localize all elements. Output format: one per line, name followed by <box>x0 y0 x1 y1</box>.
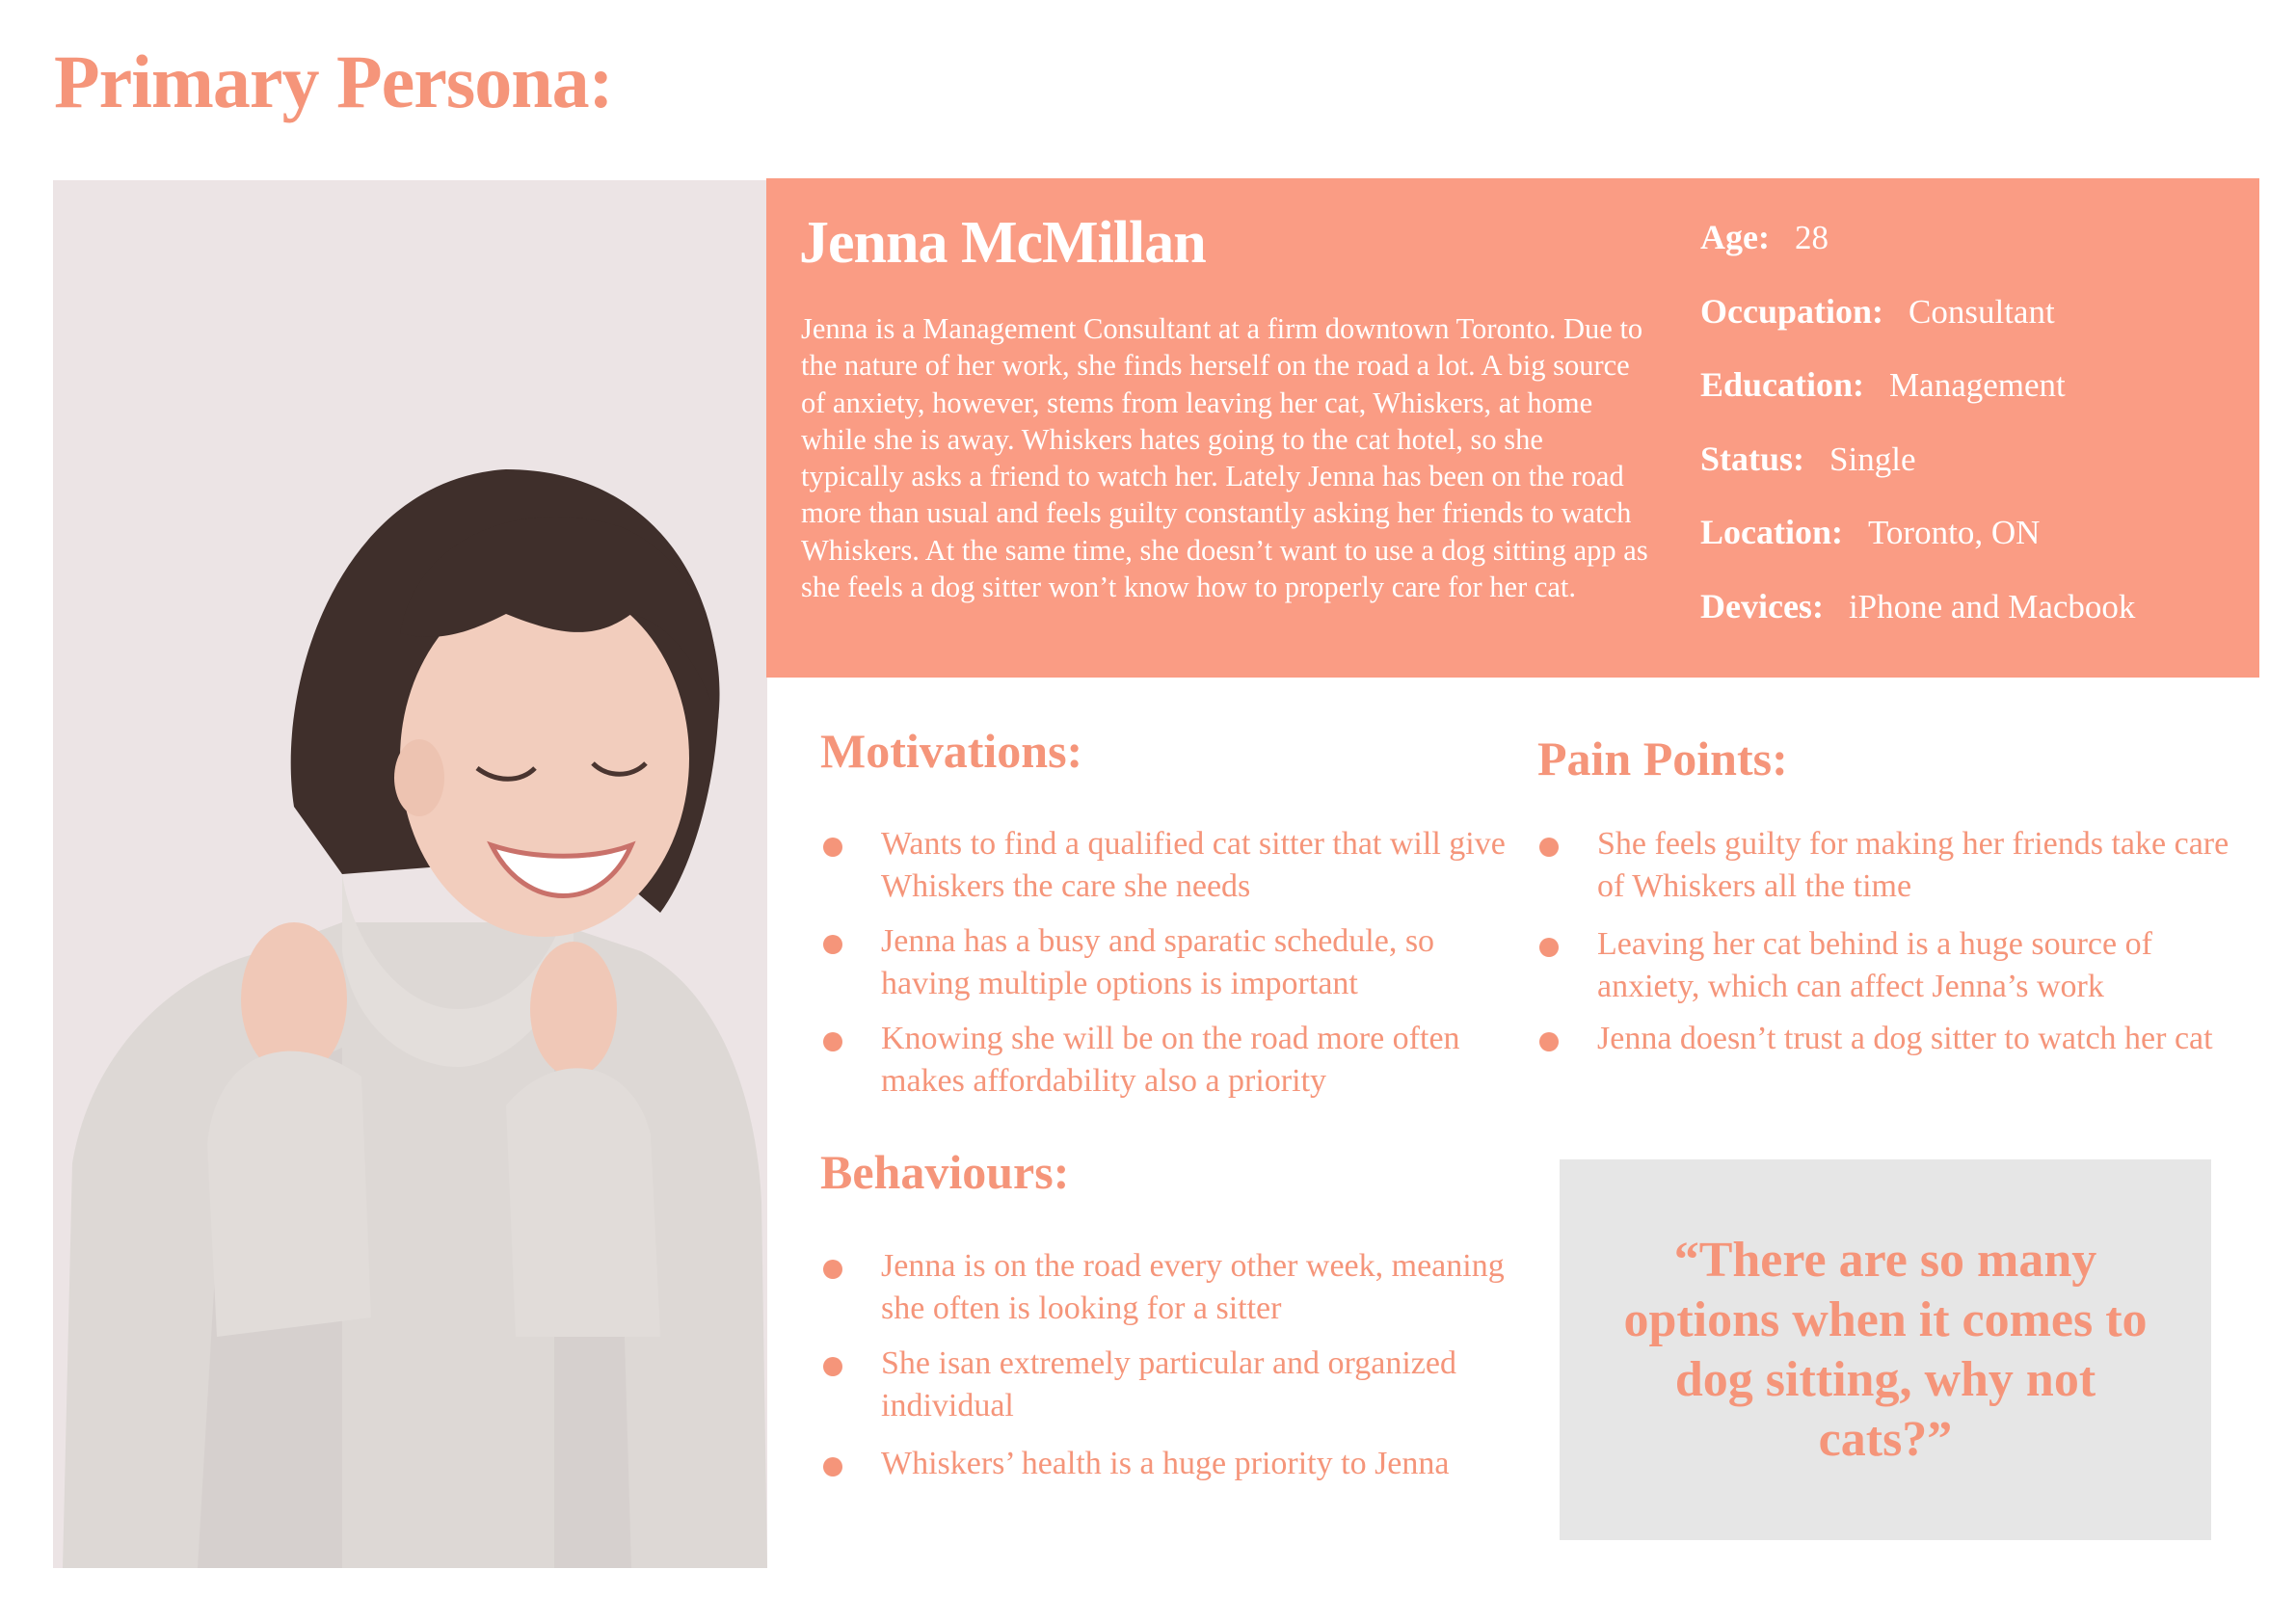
list-item-text: Wants to find a qualified cat sitter that will give Whiskers the care she needs <box>881 826 1506 904</box>
fact-label: Age: <box>1700 218 1770 256</box>
bullet-icon <box>1539 838 1559 857</box>
list-item <box>823 1443 1517 1485</box>
list-item <box>823 823 1517 908</box>
persona-photo-illustration <box>53 180 767 1568</box>
fact-value: iPhone and Macbook <box>1848 587 2136 625</box>
fact-value: Management <box>1889 366 2066 404</box>
list-item-text: Knowing she will be on the road more often makes affordability also a priority <box>881 1021 1460 1099</box>
fact-value: Single <box>1829 439 1916 478</box>
fact-value: Consultant <box>1909 292 2055 331</box>
bullet-icon <box>1539 1032 1559 1051</box>
list-item <box>1539 923 2233 1008</box>
fact-occupation <box>1700 291 2250 365</box>
fact-status <box>1700 439 2250 513</box>
motivations-heading: Motivations: <box>820 724 1083 778</box>
list-item <box>823 1245 1517 1330</box>
bullet-icon <box>1539 938 1559 957</box>
list-item-text: Leaving her cat behind is a huge source of anxiety, which can affect Jenna’s work <box>1597 926 2152 1004</box>
fact-location <box>1700 512 2250 586</box>
list-item-text: Jenna doesn’t trust a dog sitter to watch her cat <box>1597 1021 2213 1056</box>
page-title: Primary Persona: <box>54 40 613 123</box>
list-item <box>1539 823 2233 908</box>
fact-education <box>1700 364 2250 439</box>
quote-box <box>1560 1159 2211 1540</box>
persona-facts <box>1700 217 2250 659</box>
bullet-icon <box>823 1260 842 1279</box>
list-item-text: Jenna is on the road every other week, meaning she often is looking for a sitter <box>881 1248 1505 1326</box>
persona-photo <box>53 180 767 1568</box>
list-item <box>823 1018 1517 1103</box>
behaviours-heading: Behaviours: <box>820 1145 1070 1199</box>
list-item-text: She isan extremely particular and organized individual <box>881 1345 1456 1423</box>
pain-points-heading: Pain Points: <box>1537 732 1788 785</box>
fact-label: Status: <box>1700 439 1805 478</box>
bullet-icon <box>823 838 842 857</box>
list-item <box>1539 1018 2233 1060</box>
fact-label: Devices: <box>1700 586 1824 625</box>
fact-value: Toronto, ON <box>1868 514 2041 551</box>
behaviours-list <box>823 1245 1517 1485</box>
list-item-text: Whiskers’ health is a huge priority to Jenna <box>881 1446 1450 1481</box>
bullet-icon <box>823 1032 842 1051</box>
quote-text: “There are so many options when it comes to dog sitting, why not cats?” <box>1623 1232 2148 1467</box>
fact-label: Location: <box>1700 513 1843 551</box>
motivations-list <box>823 823 1517 1103</box>
list-item-text: She feels guilty for making her friends take care of Whiskers all the time <box>1597 826 2229 904</box>
persona-bio: Jenna is a Management Consultant at a firm downtown Toronto. Due to the nature of her work, she finds herself on the road a lot. A big source of anxiety, however, stems from leaving her cat, Whiskers, at home while she is away. Whiskers hates going to the cat hotel, so she typically asks a friend to watch her. Lately Jenna has been on the road more than usual and feels guilty constantly asking her friends to watch Whiskers. At the same time, she doesn’t want to use a dog sitting app as she feels a dog sitter won’t know how to properly care for her cat. <box>801 312 1648 604</box>
list-item <box>823 1343 1517 1427</box>
bullet-icon <box>823 1357 842 1376</box>
fact-label: Occupation: <box>1700 291 1884 331</box>
bullet-icon <box>823 935 842 954</box>
persona-name: Jenna McMillan <box>799 210 1206 276</box>
bullet-icon <box>823 1457 842 1477</box>
pain-points-list <box>1539 823 2233 1060</box>
list-item <box>823 920 1517 1005</box>
fact-age <box>1700 217 2250 291</box>
fact-label: Education: <box>1700 365 1865 404</box>
fact-devices <box>1700 586 2250 660</box>
list-item-text: Jenna has a busy and sparatic schedule, so having multiple options is important <box>881 923 1435 1001</box>
persona-header-panel <box>766 178 2259 678</box>
fact-value: 28 <box>1794 219 1829 256</box>
